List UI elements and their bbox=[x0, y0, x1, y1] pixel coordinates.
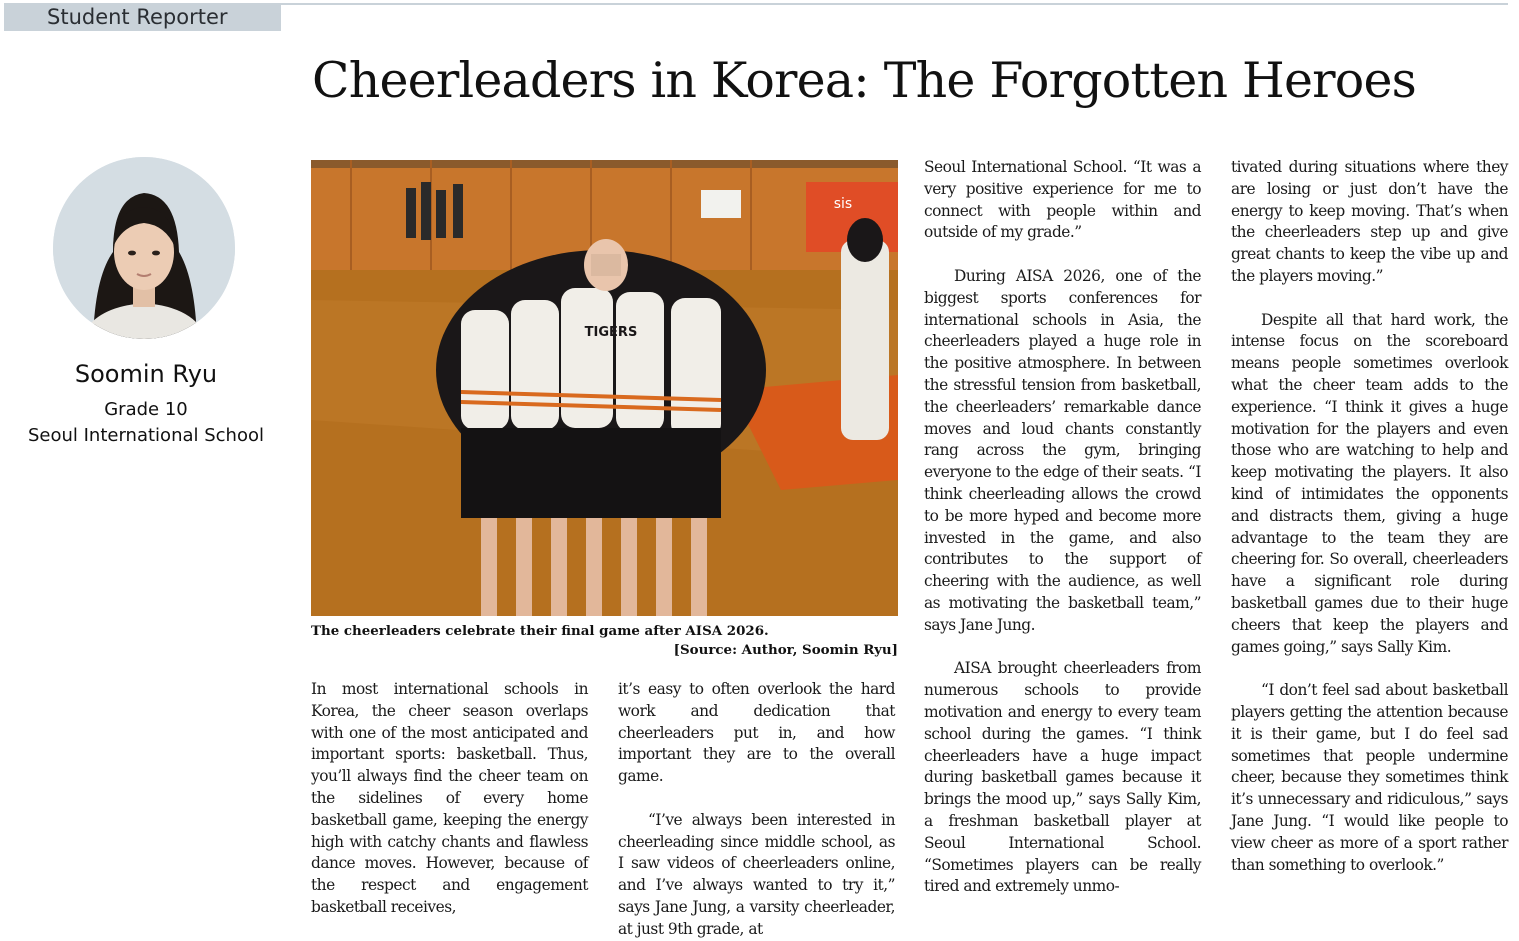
author-avatar bbox=[53, 157, 235, 339]
author-portrait-icon bbox=[53, 157, 235, 339]
banner-text: sis bbox=[833, 196, 853, 212]
paragraph: In most international schools in Korea, the cheer season overlaps with one of the most anticipated and important sports: basketball. Thus, you’ll always find the cheer team on the sidelines of every home basketball game, keeping the energy high with catchy chants and flawless dance moves. However, because of the respect and engagement basketball receives, bbox=[311, 680, 588, 916]
paragraph: Seoul International School. “It was a very positive experience for me to connect with people within and outside of my grade.” bbox=[924, 158, 1201, 242]
author-school: Seoul International School bbox=[27, 425, 264, 446]
article-column-1 bbox=[311, 679, 588, 921]
article-column-3 bbox=[924, 157, 1201, 921]
paragraph: it’s easy to often overlook the hard work and dedication that cheerleaders put in, and how important they are to the overall game. bbox=[618, 680, 895, 786]
section-label: Student Reporter bbox=[4, 3, 281, 31]
article-column-4 bbox=[1231, 157, 1508, 921]
jersey-text: TIGERS bbox=[584, 325, 638, 340]
paragraph: tivated during situations where they are losing or just don’t have the energy to keep moving. That’s when the cheerleaders step up and give great chants to keep the vibe up and the players moving.” bbox=[1231, 158, 1508, 285]
cheerleaders-huddle-image bbox=[311, 160, 898, 616]
paragraph: “I’ve always been interested in cheerleading since middle school, as I saw videos of cheerleaders online, and I’ve always wanted to try it,” says Jane Jung, a varsity cheerleader, at just 9th grade, at bbox=[618, 810, 895, 938]
cheer-team-photo bbox=[311, 160, 898, 616]
paragraph: During AISA 2026, one of the biggest sports conferences for international schools in Asia, the cheerleaders played a huge role in the positive atmosphere. In between the stressful tension from basketball, the cheerleaders’ remarkable dance moves and loud chants constantly rang across the gym, bringing everyone to the edge of their seats. “I think cheerleading allows the crowd to be more hyped and become more invested in the game, and also contributes to the support of cheering with the audience, as well as motivating the basketball team,” says Jane Jung. bbox=[924, 266, 1201, 634]
caption-source: [Source: Author, Soomin Ryu] bbox=[673, 642, 898, 658]
paragraph: AISA brought cheerleaders from numerous schools to provide motivation and energy to every team school during the games. “I think cheerleaders have a huge impact during basketball games because it brings the mood up,” says Sally Kim, a freshman basketball player at Seoul International School. “Sometimes players can be really tired and extremely unmo- bbox=[924, 659, 1201, 896]
whiteboard bbox=[701, 190, 741, 218]
header-rule bbox=[281, 3, 1508, 5]
author-name: Soomin Ryu bbox=[74, 360, 218, 388]
caption-text: The cheerleaders celebrate their final game after AISA 2026. bbox=[311, 623, 769, 639]
photo-caption bbox=[311, 622, 898, 660]
paragraph: Despite all that hard work, the intense focus on the scoreboard means people sometimes overlook what the cheer team adds to the experience. “I think it gives a huge motivation for the players and even those who are watching to help and keep motivating the players. It also kind of intimidates the opponents and distracts them, giving a huge advantage to the team they are cheering for. So overall, cheerleaders have a significant role during basketball games due to their huge cheers that keep the players and games going,” says Sally Kim. bbox=[1231, 310, 1508, 656]
article-column-2 bbox=[618, 679, 895, 938]
article-headline: Cheerleaders in Korea: The Forgotten Heroes bbox=[312, 52, 1417, 109]
paragraph: “I don’t feel sad about basketball players getting the attention because it is their game, but I do feel sad sometimes that people undermine cheer, because they sometimes think it’s unnecessary and ridiculous,” says Jane Jung. “I would like people to view cheer as more of a sport rather than something to overlook.” bbox=[1231, 681, 1508, 874]
author-grade: Grade 10 bbox=[104, 399, 188, 420]
